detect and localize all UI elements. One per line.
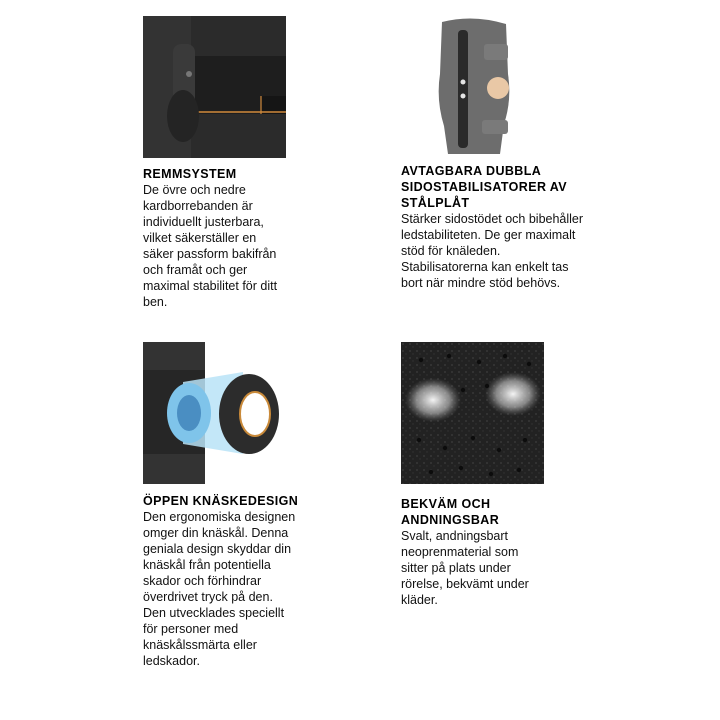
knee-brace-illustration <box>428 16 518 156</box>
open-patella-image <box>143 342 286 484</box>
open-patella-illustration <box>143 342 286 484</box>
feature-title: REMMSYSTEM <box>143 167 237 181</box>
feature-title: BEKVÄM OCH ANDNINGSBAR <box>401 497 500 527</box>
feature-description: Den ergonomiska designen omger din knäskål. Denna geniala design skyddar din knäskål från potentiella skador och förhindrar överdrivet tryck på den. Den utvecklades speciellt för personer med knäskålssmärta eller ledskador. <box>143 510 296 668</box>
neoprene-texture-illustration <box>401 342 544 484</box>
feature-description: Svalt, andningsbart neoprenmaterial som sitter på plats under rörelse, bekvämt under kläder. <box>401 529 529 607</box>
strap-system-image <box>143 16 286 158</box>
feature-description: De övre och nedre kardborrebanden är individuellt justerbara, vilket säkerställer en säker passform bakifrån och framåt och ger maximal stabilitet för ditt ben. <box>143 183 278 309</box>
breathable-material-image <box>401 342 544 484</box>
stabilizer-image <box>428 16 518 156</box>
strap-system-illustration <box>143 16 286 158</box>
feature-description: Stärker sidostödet och bibehåller ledstabiliteten. De ger maximalt stöd för knäleden. Stabilisatorerna kan enkelt tas bort när mindre stöd behövs. <box>401 212 584 290</box>
feature-title: AVTAGBARA DUBBLA SIDOSTABILISATORER AV STÅLPLÅT <box>401 164 568 210</box>
feature-title: ÖPPEN KNÄSKEDESIGN <box>143 494 299 508</box>
